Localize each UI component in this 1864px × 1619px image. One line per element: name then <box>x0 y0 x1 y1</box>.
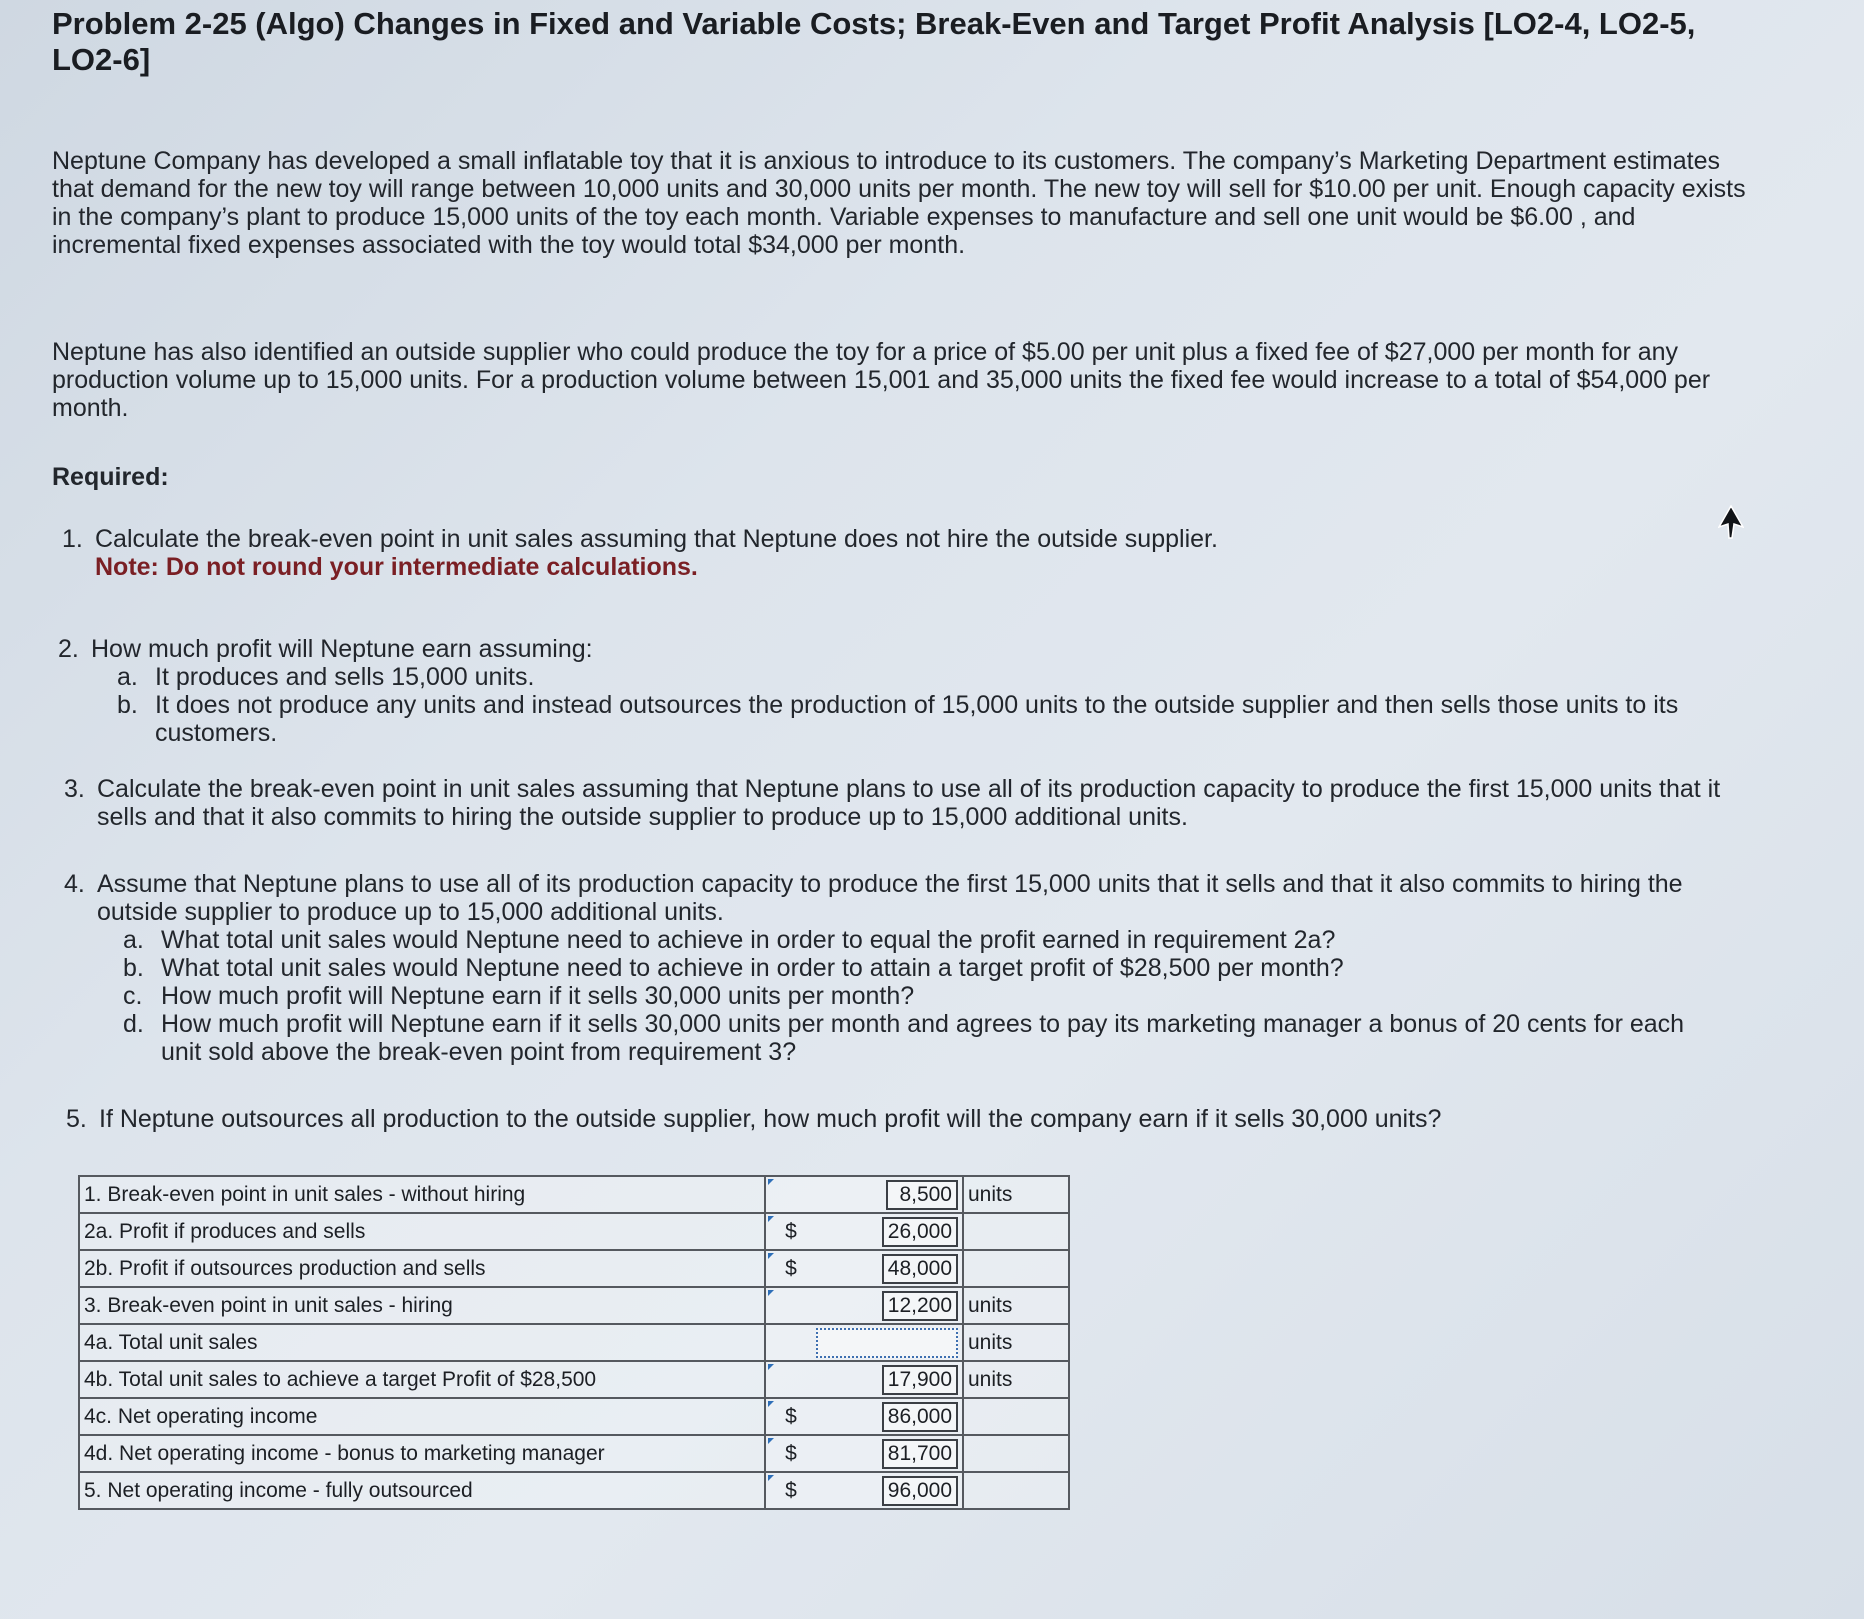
answer-unit <box>963 1398 1069 1435</box>
answer-unit <box>963 1472 1069 1509</box>
answer-currency: $ <box>765 1250 816 1287</box>
answer-value[interactable]: 26,000 <box>882 1217 958 1247</box>
answer-row-4c <box>79 1398 1069 1435</box>
answer-value[interactable]: 48,000 <box>882 1254 958 1284</box>
sub-question-c <box>97 982 1724 1010</box>
sub-letter: a. <box>123 926 144 954</box>
answer-value[interactable]: 86,000 <box>882 1402 958 1432</box>
answer-input[interactable] <box>816 1361 963 1398</box>
answer-currency: $ <box>765 1472 816 1509</box>
intro-paragraph-1: Neptune Company has developed a small inflatable toy that it is anxious to introduce to its customers. The company’s Marketing Department estimates that demand for the new toy will range between 10,000 units and 30,000 units per month. The new toy will sell for $10.00 per unit. Enough capacity exists in the company’s plant to produce 15,000 units of the toy each month. Variable expenses to manufacture and sell one unit would be $6.00 , and incremental fixed expenses associated with the toy would total $34,000 per month. <box>52 147 1746 259</box>
sub-question-a <box>97 926 1724 954</box>
answer-row-4b <box>79 1361 1069 1398</box>
answer-row-3 <box>79 1287 1069 1324</box>
answer-unit: units <box>963 1287 1069 1324</box>
question-1 <box>62 525 1722 581</box>
answer-currency: $ <box>765 1213 816 1250</box>
question-number: 4. <box>64 870 85 898</box>
answer-currency <box>765 1361 816 1398</box>
answer-input[interactable] <box>816 1324 963 1361</box>
answer-label: 1. Break-even point in unit sales - without hiring <box>79 1176 765 1213</box>
answer-row-2a <box>79 1213 1069 1250</box>
answer-currency: $ <box>765 1398 816 1435</box>
answer-unit <box>963 1213 1069 1250</box>
answer-unit: units <box>963 1176 1069 1213</box>
answer-row-1 <box>79 1176 1069 1213</box>
question-number: 2. <box>58 635 79 663</box>
problem-page <box>52 0 1812 1133</box>
sub-question-d <box>97 1010 1724 1066</box>
sub-text: How much profit will Neptune earn if it sells 30,000 units per month? <box>161 982 915 1010</box>
answer-input[interactable] <box>816 1287 963 1324</box>
answer-input[interactable] <box>816 1472 963 1509</box>
answer-label: 4d. Net operating income - bonus to marketing manager <box>79 1435 765 1472</box>
answer-value[interactable]: 96,000 <box>882 1476 958 1506</box>
sub-text: What total unit sales would Neptune need to achieve in order to attain a target profit of $28,500 per month? <box>161 954 1344 982</box>
answer-flag-icon <box>768 1253 774 1259</box>
sub-question-b <box>97 954 1724 982</box>
answer-row-4a <box>79 1324 1069 1361</box>
answer-label: 4a. Total unit sales <box>79 1324 765 1361</box>
answer-row-5 <box>79 1472 1069 1509</box>
answer-value[interactable]: 17,900 <box>882 1365 958 1395</box>
answer-label: 3. Break-even point in unit sales - hiring <box>79 1287 765 1324</box>
sub-letter: b. <box>117 691 138 719</box>
sub-letter: a. <box>117 663 138 691</box>
sub-letter: c. <box>123 982 143 1010</box>
answer-flag-icon <box>768 1401 774 1407</box>
question-text: Calculate the break-even point in unit sales assuming that Neptune plans to use all of its production capacity to produce the first 15,000 units that it sells and that it also commits to hiring the outside supplier to produce up to 15,000 additional units. <box>97 775 1721 831</box>
mouse-pointer-icon <box>1718 505 1744 539</box>
sub-question-b <box>91 691 1718 747</box>
sub-text: It produces and sells 15,000 units. <box>155 663 535 691</box>
answer-label: 5. Net operating income - fully outsourced <box>79 1472 765 1509</box>
answer-unit <box>963 1250 1069 1287</box>
answer-value-empty[interactable] <box>816 1328 958 1358</box>
sub-text: How much profit will Neptune earn if it sells 30,000 units per month and agrees to pay its marketing manager a bonus of 20 cents for each unit sold above the break-even point from requirement 3? <box>161 1010 1685 1066</box>
sub-text: It does not produce any units and instead outsources the production of 15,000 units to the outside supplier and then sells those units to its customers. <box>155 691 1679 747</box>
answer-input[interactable] <box>816 1176 963 1213</box>
answer-label: 2a. Profit if produces and sells <box>79 1213 765 1250</box>
answer-input[interactable] <box>816 1250 963 1287</box>
answer-unit: units <box>963 1361 1069 1398</box>
question-3 <box>64 775 1724 831</box>
answer-currency <box>765 1324 816 1361</box>
question-5 <box>66 1105 1726 1133</box>
answer-flag-icon <box>768 1290 774 1296</box>
answer-currency: $ <box>765 1435 816 1472</box>
answer-currency <box>765 1287 816 1324</box>
sub-letter: d. <box>123 1010 144 1038</box>
question-note: Note: Do not round your intermediate calculations. <box>95 553 698 581</box>
question-text: Calculate the break-even point in unit sales assuming that Neptune does not hire the outside supplier. <box>95 525 1218 553</box>
answer-input[interactable] <box>816 1398 963 1435</box>
question-4 <box>64 870 1724 1066</box>
sub-letter: b. <box>123 954 144 982</box>
question-number: 3. <box>64 775 85 803</box>
answer-value[interactable]: 8,500 <box>886 1180 958 1210</box>
question-text: How much profit will Neptune earn assuming: <box>91 635 593 663</box>
answer-flag-icon <box>768 1216 774 1222</box>
required-heading: Required: <box>52 463 169 491</box>
answer-currency <box>765 1176 816 1213</box>
answer-label: 4c. Net operating income <box>79 1398 765 1435</box>
answer-input[interactable] <box>816 1213 963 1250</box>
sub-text: What total unit sales would Neptune need to achieve in order to equal the profit earned in requirement 2a? <box>161 926 1336 954</box>
question-2 <box>58 635 1718 747</box>
answer-flag-icon <box>768 1179 774 1185</box>
answer-flag-icon <box>768 1364 774 1370</box>
answer-label: 2b. Profit if outsources production and sells <box>79 1250 765 1287</box>
answer-value[interactable]: 12,200 <box>882 1291 958 1321</box>
question-text: If Neptune outsources all production to the outside supplier, how much profit will the company earn if it sells 30,000 units? <box>99 1105 1442 1133</box>
sub-question-a <box>91 663 1718 691</box>
answer-value[interactable]: 81,700 <box>882 1439 958 1469</box>
answer-row-2b <box>79 1250 1069 1287</box>
question-text: Assume that Neptune plans to use all of its production capacity to produce the first 15,000 units that it sells and that it also commits to hiring the outside supplier to produce up to 15,000 additional units. <box>97 870 1683 926</box>
answer-unit <box>963 1435 1069 1472</box>
answer-flag-icon <box>768 1438 774 1444</box>
answer-unit: units <box>963 1324 1069 1361</box>
answer-table <box>78 1175 1070 1510</box>
page-title: Problem 2-25 (Algo) Changes in Fixed and Variable Costs; Break-Even and Target Profit Analysis [LO2-4, LO2-5, LO2-6] <box>52 6 1696 77</box>
intro-paragraph-2: Neptune has also identified an outside supplier who could produce the toy for a price of $5.00 per unit plus a fixed fee of $27,000 per month for any production volume up to 15,000 units. For a production volume between 15,001 and 35,000 units the fixed fee would increase to a total of $54,000 per month. <box>52 338 1711 422</box>
answer-input[interactable] <box>816 1435 963 1472</box>
answer-label: 4b. Total unit sales to achieve a target Profit of $28,500 <box>79 1361 765 1398</box>
question-number: 5. <box>66 1105 87 1133</box>
answer-row-4d <box>79 1435 1069 1472</box>
question-number: 1. <box>62 525 83 553</box>
answer-flag-icon <box>768 1475 774 1481</box>
